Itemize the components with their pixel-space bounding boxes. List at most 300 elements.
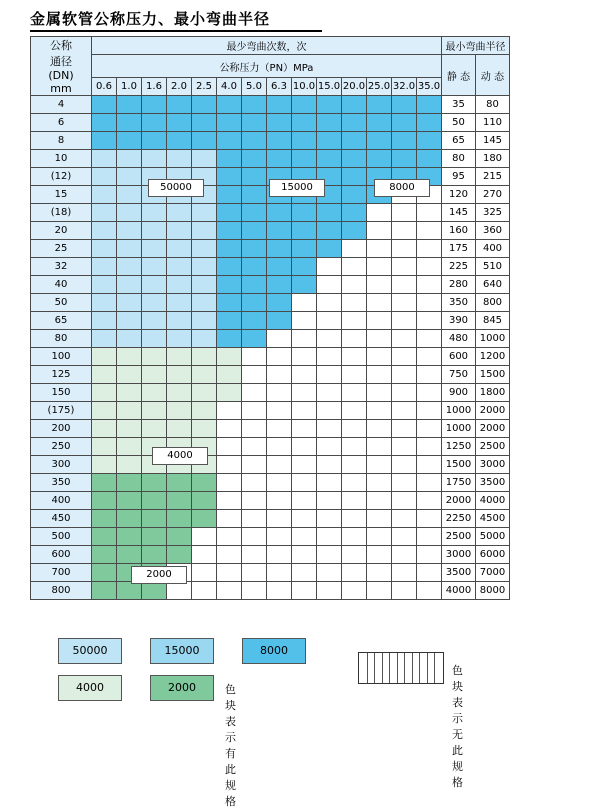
spec-cell — [92, 132, 117, 150]
table-row — [31, 492, 510, 510]
spec-cell — [142, 492, 167, 510]
spec-cell — [392, 222, 417, 240]
dynamic-radius: 845 — [476, 312, 510, 330]
static-radius: 95 — [442, 168, 476, 186]
spec-cell — [367, 384, 392, 402]
dn-line-1: 公称 — [50, 39, 72, 52]
spec-cell — [92, 366, 117, 384]
spec-cell — [167, 492, 192, 510]
spec-cell — [342, 384, 367, 402]
spec-cell — [217, 546, 242, 564]
spec-cell — [242, 456, 267, 474]
spec-cell — [342, 258, 367, 276]
dn-value: 125 — [31, 366, 92, 384]
dn-value: 250 — [31, 438, 92, 456]
spec-cell — [192, 96, 217, 114]
spec-cell — [192, 474, 217, 492]
spec-cell — [117, 132, 142, 150]
spec-cell — [217, 420, 242, 438]
dynamic-radius: 80 — [476, 96, 510, 114]
spec-cell — [367, 456, 392, 474]
spec-cell — [292, 330, 317, 348]
spec-cell — [92, 528, 117, 546]
dn-value: 65 — [31, 312, 92, 330]
spec-cell — [117, 492, 142, 510]
pressure-col-5: 4.0 — [217, 78, 242, 96]
spec-cell — [392, 348, 417, 366]
dynamic-radius: 1800 — [476, 384, 510, 402]
spec-cell — [342, 294, 367, 312]
spec-cell — [117, 204, 142, 222]
legend-no-spec-swatch — [358, 652, 444, 684]
spec-cell — [342, 582, 367, 600]
dn-value: 150 — [31, 384, 92, 402]
dn-line-2: 通径 — [50, 55, 72, 68]
spec-cell — [192, 294, 217, 312]
spec-cell — [117, 474, 142, 492]
spec-cell — [167, 204, 192, 222]
spec-cell — [142, 528, 167, 546]
table-row — [31, 582, 510, 600]
pressure-col-4: 2.5 — [192, 78, 217, 96]
table-row — [31, 510, 510, 528]
legend-box-15000: 15000 — [150, 638, 214, 664]
dn-value: 25 — [31, 240, 92, 258]
spec-cell — [367, 348, 392, 366]
value-chip: 8000 — [374, 179, 430, 197]
dynamic-radius: 4000 — [476, 492, 510, 510]
title-underline — [30, 30, 322, 32]
spec-cell — [192, 114, 217, 132]
spec-cell — [192, 276, 217, 294]
spec-cell — [317, 402, 342, 420]
spec-cell — [292, 456, 317, 474]
spec-cell — [292, 222, 317, 240]
static-radius: 3000 — [442, 546, 476, 564]
dynamic-radius: 2000 — [476, 420, 510, 438]
spec-cell — [392, 204, 417, 222]
spec-cell — [92, 258, 117, 276]
spec-cell — [117, 420, 142, 438]
spec-cell — [292, 384, 317, 402]
static-radius: 2000 — [442, 492, 476, 510]
table-row — [31, 456, 510, 474]
spec-cell — [367, 330, 392, 348]
static-radius: 160 — [442, 222, 476, 240]
table-row — [31, 528, 510, 546]
spec-cell — [242, 384, 267, 402]
spec-cell — [142, 582, 167, 600]
spec-cell — [342, 222, 367, 240]
dynamic-header: 动 态 — [476, 55, 510, 96]
pressure-col-6: 5.0 — [242, 78, 267, 96]
spec-cell — [242, 294, 267, 312]
spec-cell — [117, 258, 142, 276]
pressure-col-12: 32.0 — [392, 78, 417, 96]
spec-cell — [292, 96, 317, 114]
spec-cell — [242, 204, 267, 222]
spec-cell — [192, 546, 217, 564]
spec-cell — [92, 186, 117, 204]
dn-value: 6 — [31, 114, 92, 132]
spec-cell — [417, 582, 442, 600]
spec-cell — [317, 276, 342, 294]
dynamic-radius: 270 — [476, 186, 510, 204]
static-radius: 175 — [442, 240, 476, 258]
spec-cell — [167, 114, 192, 132]
dn-value: 80 — [31, 330, 92, 348]
spec-cell — [342, 456, 367, 474]
table-row — [31, 204, 510, 222]
spec-cell — [192, 528, 217, 546]
spec-cell — [192, 348, 217, 366]
spec-cell — [92, 546, 117, 564]
spec-cell — [217, 456, 242, 474]
spec-cell — [342, 114, 367, 132]
dynamic-radius: 800 — [476, 294, 510, 312]
spec-cell — [417, 312, 442, 330]
spec-cell — [142, 330, 167, 348]
dn-value: 200 — [31, 420, 92, 438]
spec-cell — [242, 438, 267, 456]
legend-has-spec-text: 色块表示有此规格 — [225, 683, 236, 808]
spec-cell — [317, 366, 342, 384]
value-chip: 2000 — [131, 566, 187, 584]
spec-cell — [242, 258, 267, 276]
spec-cell — [342, 204, 367, 222]
spec-cell — [217, 510, 242, 528]
spec-cell — [367, 582, 392, 600]
spec-cell — [142, 114, 167, 132]
spec-cell — [117, 168, 142, 186]
spec-cell — [317, 132, 342, 150]
spec-cell — [142, 204, 167, 222]
spec-cell — [392, 330, 417, 348]
spec-cell — [242, 114, 267, 132]
spec-cell — [417, 330, 442, 348]
spec-cell — [142, 312, 167, 330]
static-radius: 600 — [442, 348, 476, 366]
spec-cell — [142, 240, 167, 258]
spec-cell — [242, 96, 267, 114]
spec-cell — [367, 510, 392, 528]
spec-cell — [117, 546, 142, 564]
spec-cell — [417, 384, 442, 402]
dn-value: (175) — [31, 402, 92, 420]
static-radius: 120 — [442, 186, 476, 204]
spec-cell — [217, 132, 242, 150]
dn-value: 500 — [31, 528, 92, 546]
spec-cell — [367, 420, 392, 438]
spec-cell — [142, 258, 167, 276]
spec-cell — [267, 492, 292, 510]
legend-no-spec-text: 色块表示无此规格 — [452, 664, 463, 789]
static-radius: 1000 — [442, 420, 476, 438]
dynamic-radius: 325 — [476, 204, 510, 222]
table-row — [31, 366, 510, 384]
spec-cell — [217, 312, 242, 330]
table-row — [31, 420, 510, 438]
table-body — [31, 96, 510, 600]
spec-cell — [417, 492, 442, 510]
table-row — [31, 96, 510, 114]
spec-cell — [117, 456, 142, 474]
spec-cell — [292, 474, 317, 492]
spec-cell — [267, 402, 292, 420]
spec-cell — [142, 546, 167, 564]
spec-cell — [117, 402, 142, 420]
spec-cell — [92, 150, 117, 168]
spec-cell — [142, 384, 167, 402]
spec-cell — [267, 528, 292, 546]
spec-cell — [217, 96, 242, 114]
spec-cell — [217, 474, 242, 492]
spec-cell — [167, 312, 192, 330]
spec-cell — [292, 420, 317, 438]
spec-cell — [192, 564, 217, 582]
spec-cell — [267, 546, 292, 564]
legend-box-50000: 50000 — [58, 638, 122, 664]
pressure-col-3: 2.0 — [167, 78, 192, 96]
spec-cell — [117, 582, 142, 600]
spec-cell — [392, 294, 417, 312]
pressure-col-0: 0.6 — [92, 78, 117, 96]
spec-cell — [267, 222, 292, 240]
spec-cell — [117, 276, 142, 294]
spec-cell — [317, 456, 342, 474]
spec-cell — [192, 132, 217, 150]
spec-cell — [392, 492, 417, 510]
spec-cell — [242, 150, 267, 168]
spec-cell — [392, 510, 417, 528]
spec-cell — [217, 528, 242, 546]
spec-cell — [192, 582, 217, 600]
spec-cell — [267, 96, 292, 114]
table-row — [31, 132, 510, 150]
spec-cell — [142, 474, 167, 492]
spec-cell — [167, 366, 192, 384]
spec-cell — [192, 402, 217, 420]
static-radius: 900 — [442, 384, 476, 402]
spec-cell — [317, 492, 342, 510]
spec-cell — [92, 222, 117, 240]
dn-header-cell — [31, 37, 92, 96]
spec-cell — [267, 384, 292, 402]
dn-value: 8 — [31, 132, 92, 150]
spec-cell — [292, 348, 317, 366]
spec-cell — [92, 168, 117, 186]
value-chip: 50000 — [148, 179, 204, 197]
spec-cell — [142, 222, 167, 240]
dynamic-radius: 180 — [476, 150, 510, 168]
spec-cell — [142, 366, 167, 384]
spec-cell — [217, 240, 242, 258]
spec-cell — [392, 564, 417, 582]
spec-cell — [392, 420, 417, 438]
dynamic-radius: 3500 — [476, 474, 510, 492]
spec-cell — [317, 150, 342, 168]
spec-cell — [242, 132, 267, 150]
spec-cell — [167, 330, 192, 348]
spec-cell — [317, 564, 342, 582]
static-radius: 1500 — [442, 456, 476, 474]
dn-value: 40 — [31, 276, 92, 294]
spec-cell — [342, 150, 367, 168]
spec-cell — [92, 276, 117, 294]
spec-cell — [117, 384, 142, 402]
spec-cell — [392, 546, 417, 564]
table-row — [31, 258, 510, 276]
spec-cell — [267, 510, 292, 528]
spec-cell — [367, 402, 392, 420]
spec-cell — [417, 402, 442, 420]
dn-value: (18) — [31, 204, 92, 222]
spec-cell — [242, 528, 267, 546]
spec-cell — [217, 492, 242, 510]
dn-value: 20 — [31, 222, 92, 240]
spec-cell — [417, 366, 442, 384]
static-radius: 4000 — [442, 582, 476, 600]
spec-cell — [317, 438, 342, 456]
dynamic-radius: 215 — [476, 168, 510, 186]
spec-cell — [92, 330, 117, 348]
spec-cell — [392, 312, 417, 330]
static-radius: 3500 — [442, 564, 476, 582]
table-row — [31, 312, 510, 330]
spec-cell — [217, 186, 242, 204]
spec-cell — [342, 564, 367, 582]
spec-cell — [92, 240, 117, 258]
static-radius: 35 — [442, 96, 476, 114]
spec-cell — [392, 402, 417, 420]
spec-cell — [217, 114, 242, 132]
spec-cell — [342, 492, 367, 510]
spec-cell — [367, 312, 392, 330]
dynamic-radius: 360 — [476, 222, 510, 240]
spec-cell — [342, 438, 367, 456]
dynamic-radius: 510 — [476, 258, 510, 276]
spec-cell — [217, 276, 242, 294]
spec-cell — [292, 528, 317, 546]
spec-cell — [167, 96, 192, 114]
dn-value: 400 — [31, 492, 92, 510]
spec-cell — [267, 348, 292, 366]
spec-cell — [417, 438, 442, 456]
spec-cell — [117, 150, 142, 168]
spec-cell — [242, 492, 267, 510]
dynamic-radius: 4500 — [476, 510, 510, 528]
spec-cell — [217, 204, 242, 222]
static-radius: 390 — [442, 312, 476, 330]
pressure-col-13: 35.0 — [417, 78, 442, 96]
dn-value: 700 — [31, 564, 92, 582]
spec-cell — [292, 402, 317, 420]
spec-cell — [167, 582, 192, 600]
spec-cell — [292, 564, 317, 582]
spec-cell — [267, 312, 292, 330]
spec-cell — [417, 474, 442, 492]
spec-cell — [167, 348, 192, 366]
table-row — [31, 240, 510, 258]
spec-cell — [117, 312, 142, 330]
bend-count-header: 最少弯曲次数，次 — [92, 37, 442, 55]
spec-cell — [317, 312, 342, 330]
spec-cell — [317, 348, 342, 366]
spec-cell — [342, 96, 367, 114]
spec-cell — [217, 330, 242, 348]
static-radius: 145 — [442, 204, 476, 222]
spec-cell — [167, 294, 192, 312]
spec-cell — [217, 150, 242, 168]
spec-cell — [242, 510, 267, 528]
spec-cell — [192, 222, 217, 240]
spec-cell — [317, 240, 342, 258]
dynamic-radius: 640 — [476, 276, 510, 294]
dn-value: 4 — [31, 96, 92, 114]
static-radius: 480 — [442, 330, 476, 348]
static-radius: 225 — [442, 258, 476, 276]
table-row — [31, 348, 510, 366]
spec-cell — [217, 366, 242, 384]
spec-cell — [117, 348, 142, 366]
dynamic-radius: 3000 — [476, 456, 510, 474]
static-radius: 1250 — [442, 438, 476, 456]
spec-cell — [392, 456, 417, 474]
table-row — [31, 330, 510, 348]
pressure-col-8: 10.0 — [292, 78, 317, 96]
pressure-col-10: 20.0 — [342, 78, 367, 96]
spec-cell — [317, 96, 342, 114]
spec-cell — [142, 348, 167, 366]
dn-value: 100 — [31, 348, 92, 366]
spec-cell — [117, 294, 142, 312]
spec-cell — [367, 222, 392, 240]
spec-cell — [217, 564, 242, 582]
dn-value: 10 — [31, 150, 92, 168]
static-radius: 280 — [442, 276, 476, 294]
dn-value: (12) — [31, 168, 92, 186]
spec-cell — [292, 492, 317, 510]
spec-cell — [92, 312, 117, 330]
spec-cell — [317, 582, 342, 600]
value-chip: 4000 — [152, 447, 208, 465]
spec-cell — [267, 150, 292, 168]
spec-cell — [167, 240, 192, 258]
spec-cell — [142, 420, 167, 438]
dn-value: 32 — [31, 258, 92, 276]
table-row — [31, 114, 510, 132]
dynamic-radius: 7000 — [476, 564, 510, 582]
spec-cell — [367, 492, 392, 510]
spec-cell — [167, 474, 192, 492]
spec-cell — [267, 258, 292, 276]
spec-cell — [342, 348, 367, 366]
spec-cell — [242, 240, 267, 258]
spec-cell — [92, 294, 117, 312]
spec-cell — [92, 492, 117, 510]
spec-cell — [142, 402, 167, 420]
spec-cell — [267, 204, 292, 222]
spec-cell — [267, 438, 292, 456]
spec-cell — [417, 546, 442, 564]
spec-cell — [242, 312, 267, 330]
spec-cell — [242, 582, 267, 600]
spec-cell — [92, 384, 117, 402]
spec-cell — [217, 402, 242, 420]
spec-cell — [367, 150, 392, 168]
spec-cell — [192, 492, 217, 510]
legend-box-4000: 4000 — [58, 675, 122, 701]
